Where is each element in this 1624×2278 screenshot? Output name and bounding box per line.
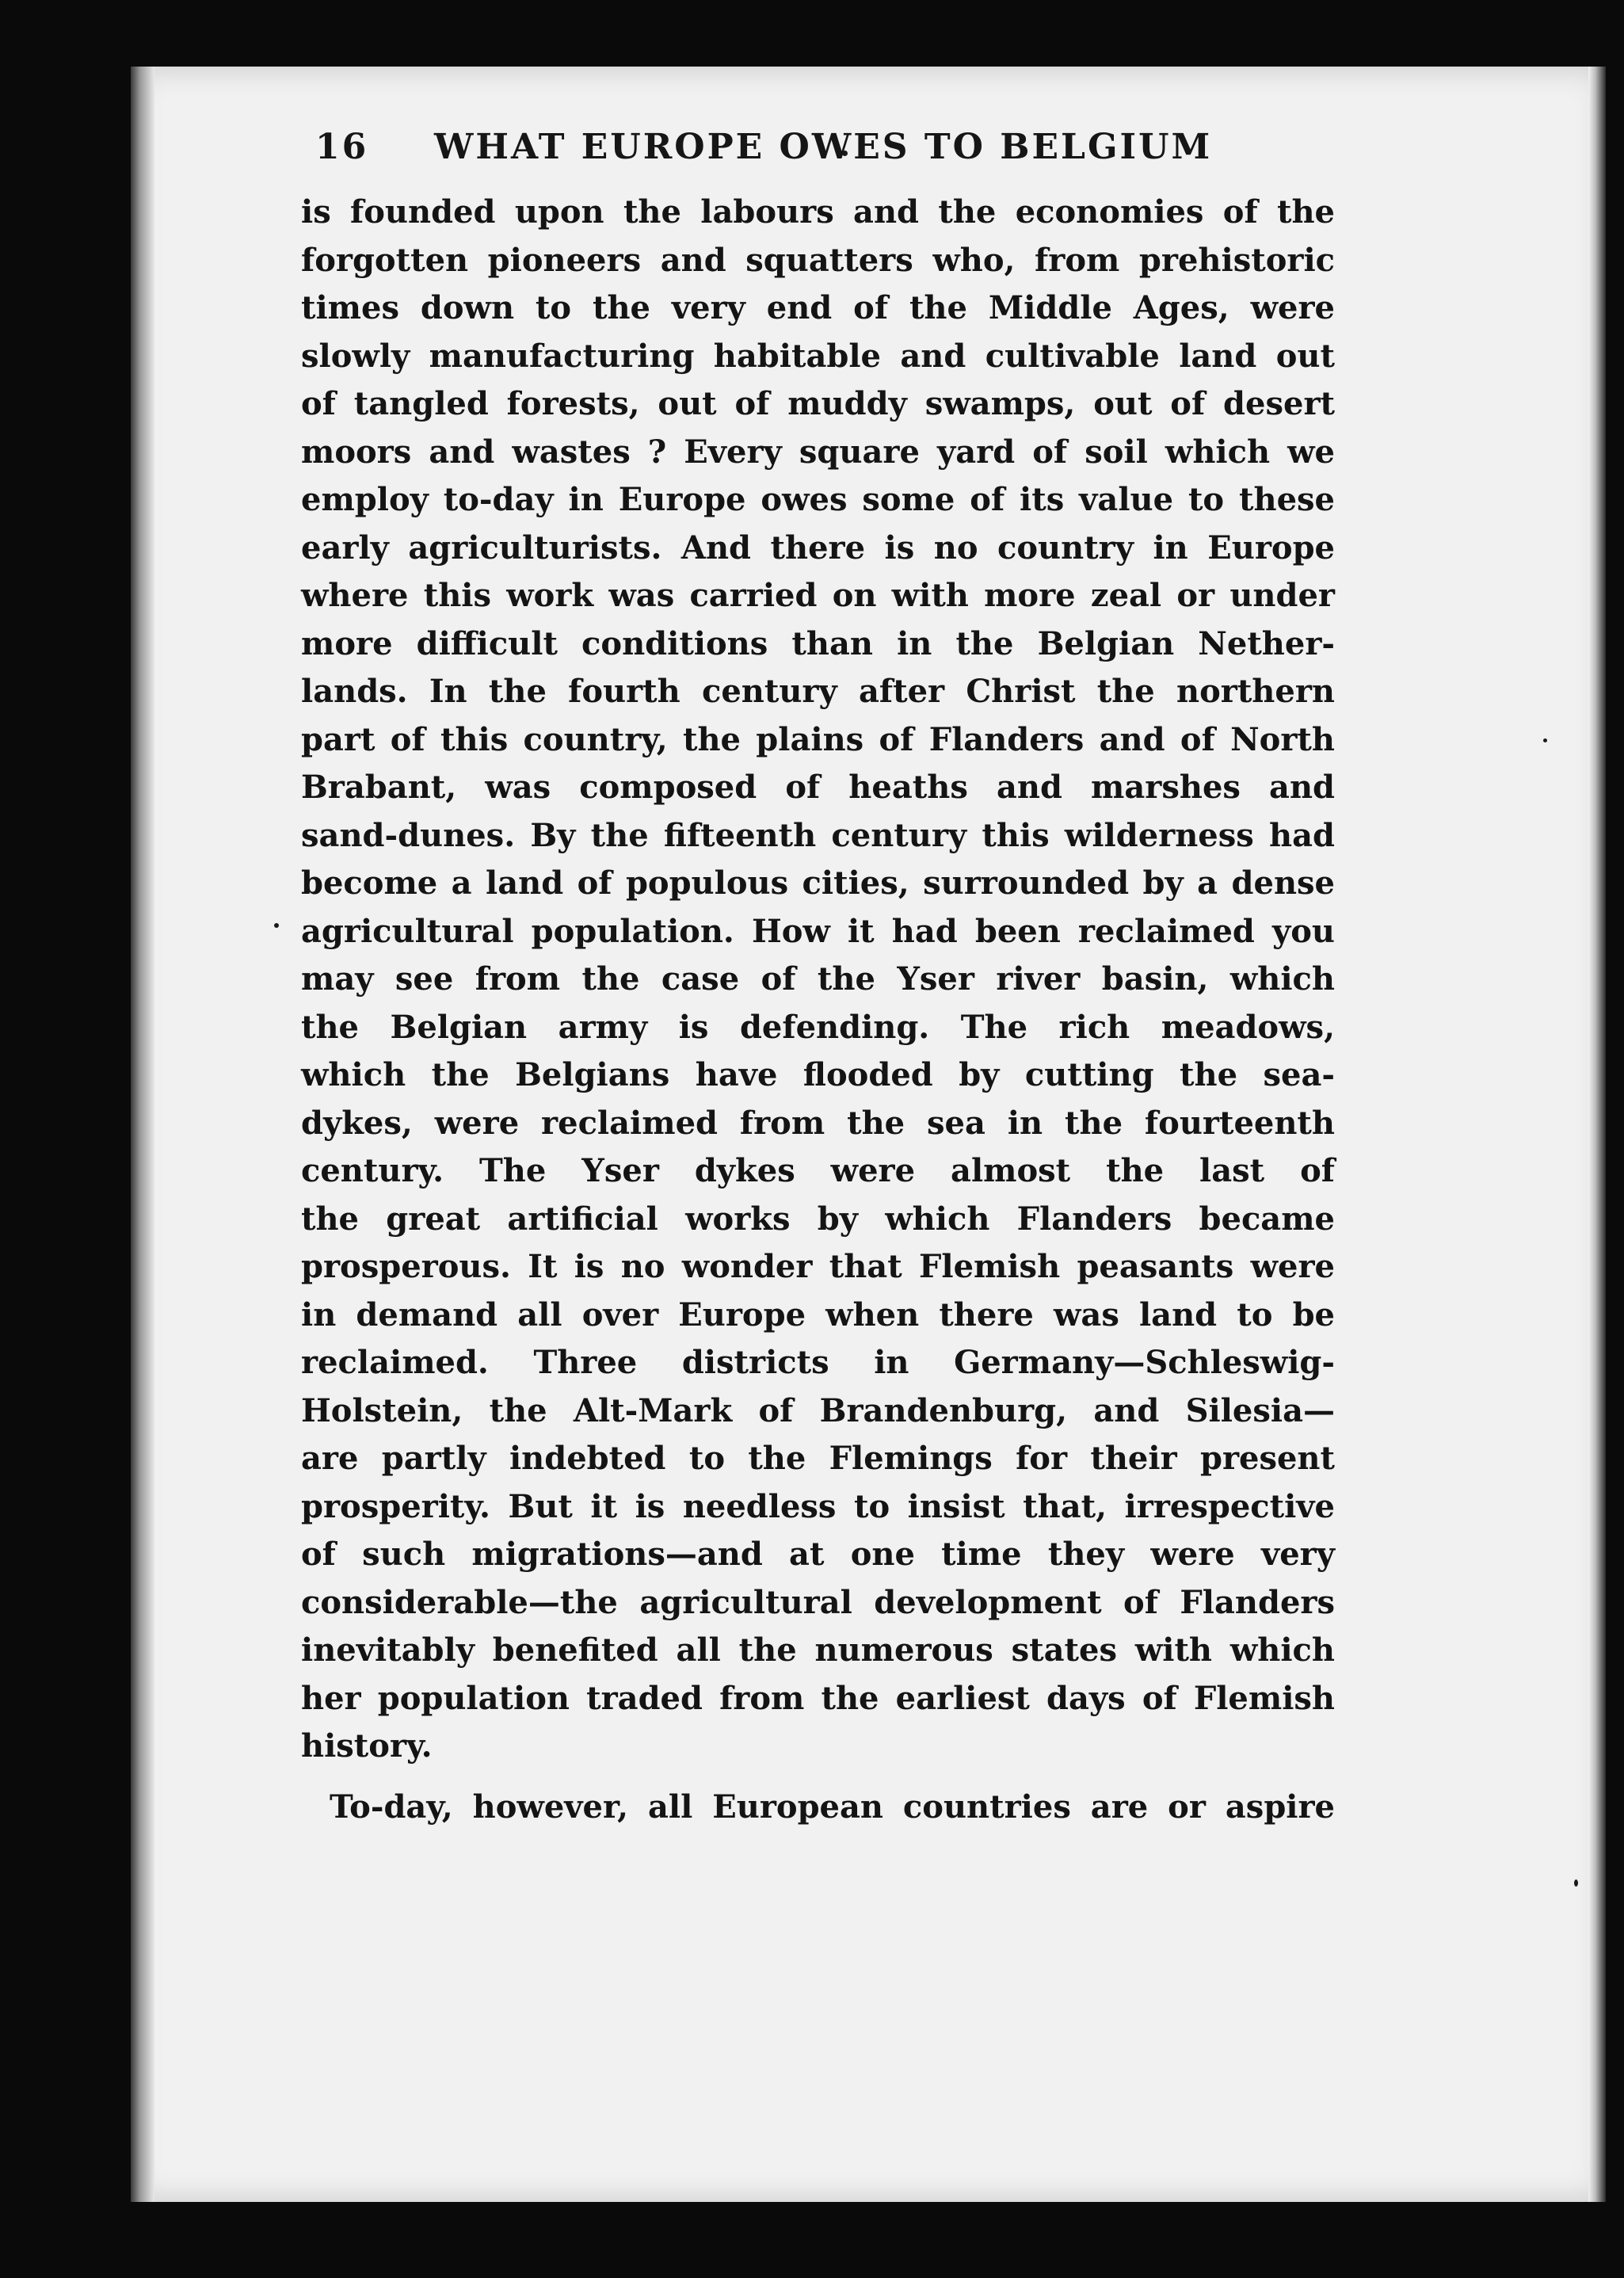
- paragraph: [301, 189, 1335, 1771]
- text-line: slowly manufacturing habitable and cultivable land out: [301, 337, 1335, 375]
- text-line: reclaimed. Three districts in Germany—Schleswig-: [301, 1344, 1335, 1381]
- paragraph-gap: [301, 1771, 1335, 1784]
- text-line: prosperous. It is no wonder that Flemish peasants were: [301, 1248, 1335, 1285]
- text-line: history.: [301, 1727, 433, 1765]
- page-gutter-shadow: [131, 67, 154, 2202]
- text-line: become a land of populous cities, surrounded by a dense: [301, 864, 1335, 902]
- text-line: sand-dunes. By the fifteenth century this wilderness had: [301, 816, 1335, 854]
- scan-speck: [1543, 738, 1547, 742]
- text-line: employ to-day in Europe owes some of its value to these: [301, 481, 1335, 518]
- text-line: is founded upon the labours and the economies of the: [301, 193, 1335, 231]
- text-line: the great artificial works by which Flanders became: [301, 1200, 1335, 1238]
- text-line: agricultural population. How it had been reclaimed you: [301, 912, 1335, 950]
- text-line: where this work was carried on with more zeal or under: [301, 577, 1335, 614]
- text-line: considerable—the agricultural development of Flanders: [301, 1583, 1335, 1621]
- running-header: [315, 122, 1329, 173]
- text-line: her population traded from the earliest days of Flemish: [301, 1679, 1335, 1717]
- text-line: early agriculturists. And there is no country in Europe: [301, 528, 1335, 567]
- text-line: inevitably benefited all the numerous states with which: [301, 1631, 1335, 1669]
- body-text: [301, 189, 1335, 1831]
- text-line: century. The Yser dykes were almost the last of: [301, 1152, 1335, 1189]
- text-line: part of this country, the plains of Flanders and of North: [301, 720, 1335, 758]
- text-line: which the Belgians have flooded by cutting the sea-: [301, 1056, 1335, 1093]
- text-line: lands. In the fourth century after Christ the northern: [301, 673, 1335, 710]
- paragraph: [301, 1784, 1335, 1832]
- scan-speck: [1574, 1879, 1578, 1887]
- text-line: Brabant, was composed of heaths and marshes and: [301, 769, 1335, 806]
- scan-speck: [274, 923, 279, 928]
- text-line: moors and wastes ? Every square yard of soil which we: [301, 433, 1335, 471]
- text-line: more difficult conditions than in the Belgian Nether-: [301, 624, 1335, 662]
- text-line: the Belgian army is defending. The rich meadows,: [301, 1008, 1335, 1046]
- text-line: in demand all over Europe when there was land to be: [301, 1295, 1335, 1334]
- text-line: dykes, were reclaimed from the sea in the fourteenth: [301, 1104, 1335, 1142]
- page-edge-shadow: [1588, 67, 1606, 2202]
- text-line: To-day, however, all European countries are or aspire: [330, 1788, 1335, 1826]
- text-line: prosperity. But it is needless to insist that, irrespective: [301, 1487, 1335, 1525]
- text-line: of such migrations—and at one time they were very: [301, 1536, 1335, 1573]
- page-number: 16: [315, 127, 369, 167]
- text-line: may see from the case of the Yser river basin, which: [301, 960, 1335, 998]
- text-line: are partly indebted to the Flemings for their present: [301, 1440, 1335, 1477]
- text-line: Holstein, the Alt-Mark of Brandenburg, and Silesia—: [301, 1391, 1335, 1429]
- text-line: forgotten pioneers and squatters who, from prehistoric: [301, 241, 1335, 279]
- running-title: WHAT EUROPE OWES TO BELGIUM: [434, 127, 1213, 167]
- text-line: of tangled forests, out of muddy swamps, out of desert: [301, 385, 1335, 422]
- text-line: times down to the very end of the Middle Ages, were: [301, 289, 1335, 326]
